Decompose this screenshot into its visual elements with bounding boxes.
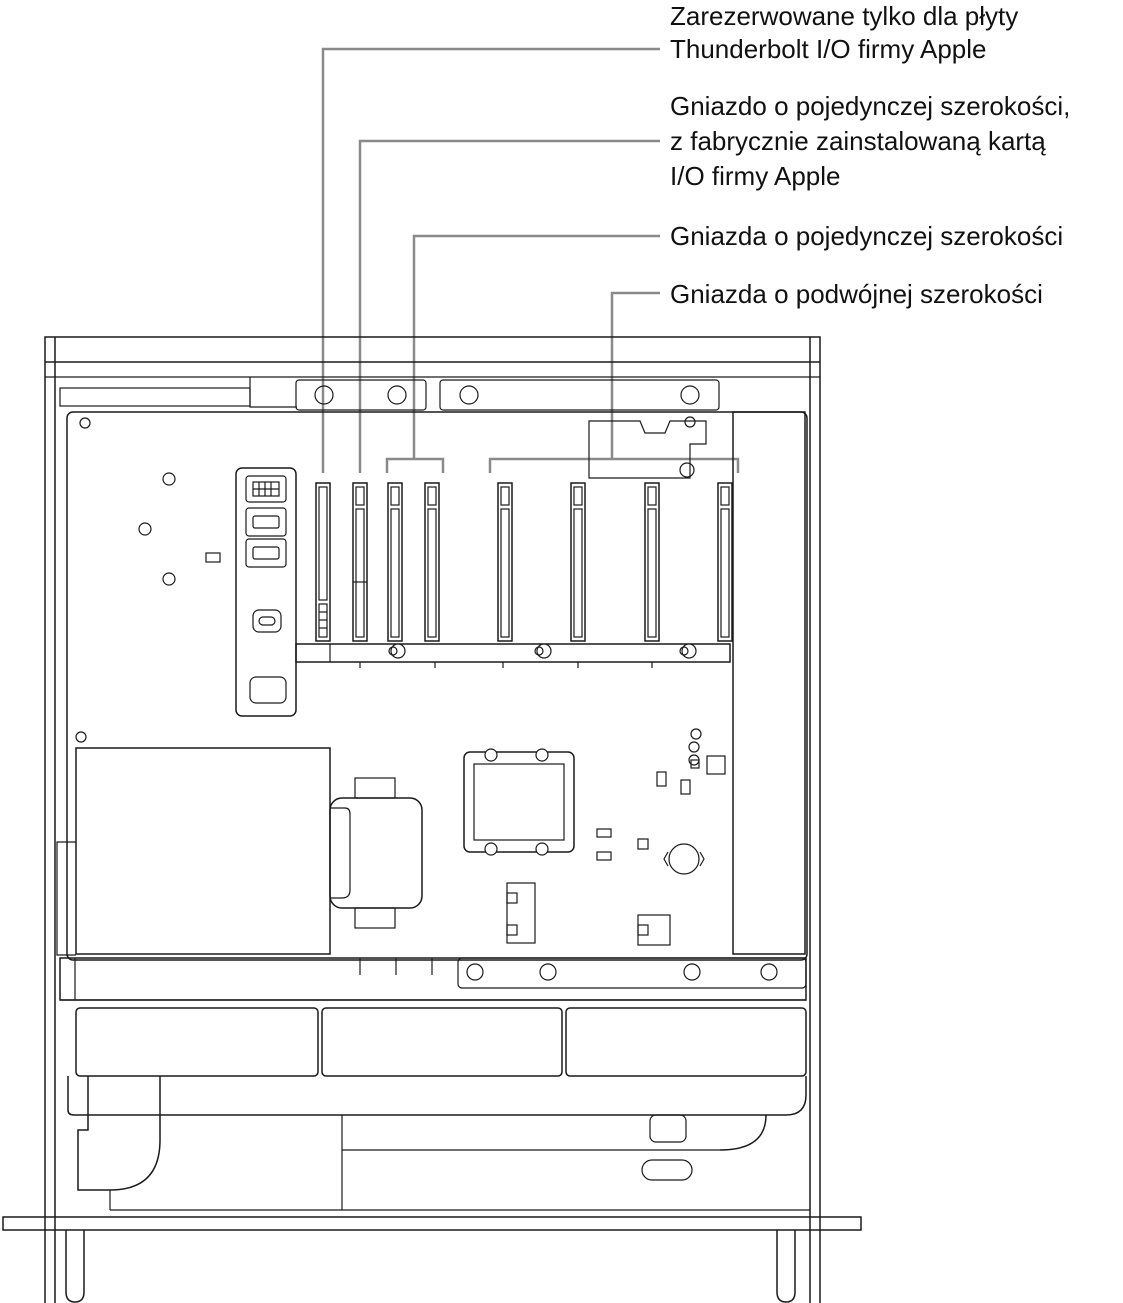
callout-double-line-1: Gniazda o podwójnej szerokości [670, 279, 1043, 309]
callout-single-line-1: Gniazda o pojedynczej szerokości [670, 221, 1064, 251]
foot-left [66, 1230, 84, 1302]
callout-thunderbolt-line-2: Thunderbolt I/O firmy Apple [670, 34, 987, 64]
base-plate-visible [3, 1217, 861, 1230]
callout-single-io-line-3: I/O firmy Apple [670, 161, 841, 191]
callout-single-io-line-2: z fabrycznie zainstalowaną kartą [670, 126, 1046, 156]
callout-single-io-line-1: Gniazdo o pojedynczej szerokości, [670, 91, 1071, 121]
callout-thunderbolt-line-1: Zarezerwowane tylko dla płyty [670, 1, 1019, 31]
foot-right [777, 1230, 795, 1302]
